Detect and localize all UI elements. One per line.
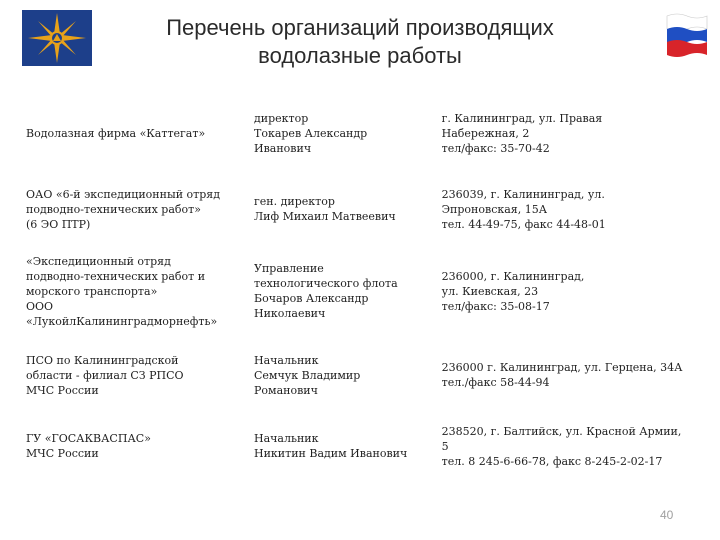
- head-line: технологического флота: [254, 277, 398, 290]
- address-line: 236039, г. Калининград, ул.: [441, 187, 605, 201]
- address-line: г. Калининград, ул. Правая: [441, 111, 603, 125]
- organization-line: подводно-технических работ»: [26, 202, 201, 216]
- address-line: тел. 44-49-75, факс 44-48-01: [441, 217, 606, 231]
- organization-line: Водолазная фирма «Каттегат»: [26, 126, 206, 140]
- address-line: Набережная, 2: [441, 126, 530, 140]
- organization-line: «ЛукойлКалининградморнефть»: [26, 314, 218, 328]
- organization-cell: [24, 244, 252, 338]
- organizations-table-body: [24, 92, 704, 480]
- address-cell: [440, 174, 704, 244]
- organization-line: ГУ «ГОСАКВАСПАС»: [26, 432, 151, 445]
- title-line-1: Перечень организаций производящих: [166, 15, 554, 40]
- address-line: ул. Киевская, 23: [441, 284, 539, 298]
- table-row: [24, 92, 704, 174]
- head-line: Иванович: [254, 141, 312, 155]
- head-line: Никитин Вадим Иванович: [254, 447, 408, 460]
- organization-line: ПСО по Калининградской: [26, 353, 179, 367]
- head-cell: [252, 92, 440, 174]
- address-line: тел/факс: 35-08-17: [441, 299, 550, 313]
- head-cell: [252, 412, 440, 480]
- organization-cell: [24, 412, 252, 480]
- organization-line: области - филиал СЗ РПСО: [26, 368, 184, 382]
- organization-line: МЧС России: [26, 447, 99, 460]
- address-line: 238520, г. Балтийск, ул. Красной Армии,: [441, 424, 682, 438]
- address-cell: [440, 92, 704, 174]
- address-line: 5: [441, 439, 449, 453]
- head-line: Николаевич: [254, 307, 326, 320]
- page-title: [110, 14, 610, 70]
- address-line: 236000 г. Калининград, ул. Герцена, 34А: [441, 361, 683, 374]
- organization-line: ОАО «6-й экспедиционный отряд: [26, 187, 221, 201]
- page-number: 40: [660, 508, 674, 522]
- head-line: Лиф Михаил Матвеевич: [254, 210, 396, 223]
- organizations-table: [24, 92, 704, 480]
- address-line: тел. 8 245-6-66-78, факс 8-245-2-02-17: [441, 454, 663, 468]
- head-cell: [252, 174, 440, 244]
- table-row: [24, 412, 704, 480]
- organization-cell: [24, 338, 252, 412]
- organization-line: МЧС России: [26, 383, 99, 397]
- head-cell: [252, 338, 440, 412]
- head-line: Токарев Александр: [254, 126, 368, 140]
- title-line-2: водолазные работы: [258, 43, 462, 68]
- table-row: [24, 338, 704, 412]
- address-line: 236000, г. Калининград,: [441, 269, 585, 283]
- address-line: Эпроновская, 15А: [441, 202, 548, 216]
- table-row: [24, 244, 704, 338]
- head-cell: [252, 244, 440, 338]
- organization-cell: [24, 174, 252, 244]
- head-line: директор: [254, 111, 309, 125]
- address-cell: [440, 338, 704, 412]
- mchs-emblem-icon: [22, 10, 92, 66]
- address-line: тел/факс: 35-70-42: [441, 141, 550, 155]
- head-line: Управление: [254, 262, 324, 275]
- address-cell: [440, 244, 704, 338]
- address-line: тел./факс 58-44-94: [441, 376, 550, 389]
- organization-cell: [24, 92, 252, 174]
- organization-line: «Экспедиционный отряд: [26, 254, 171, 268]
- head-line: Начальник: [254, 353, 319, 367]
- organization-line: ООО: [26, 299, 54, 313]
- table-row: [24, 174, 704, 244]
- head-line: ген. директор: [254, 195, 335, 208]
- head-line: Начальник: [254, 432, 319, 445]
- organization-line: подводно-технических работ и: [26, 269, 206, 283]
- organization-line: (6 ЭО ПТР): [26, 217, 91, 231]
- address-cell: [440, 412, 704, 480]
- head-line: Романович: [254, 383, 318, 397]
- organization-line: морского транспорта»: [26, 284, 158, 298]
- flag-red-stripe: [667, 40, 707, 57]
- head-line: Бочаров Александр: [254, 292, 369, 305]
- russian-flag-icon: [665, 12, 709, 58]
- head-line: Семчук Владимир: [254, 368, 361, 382]
